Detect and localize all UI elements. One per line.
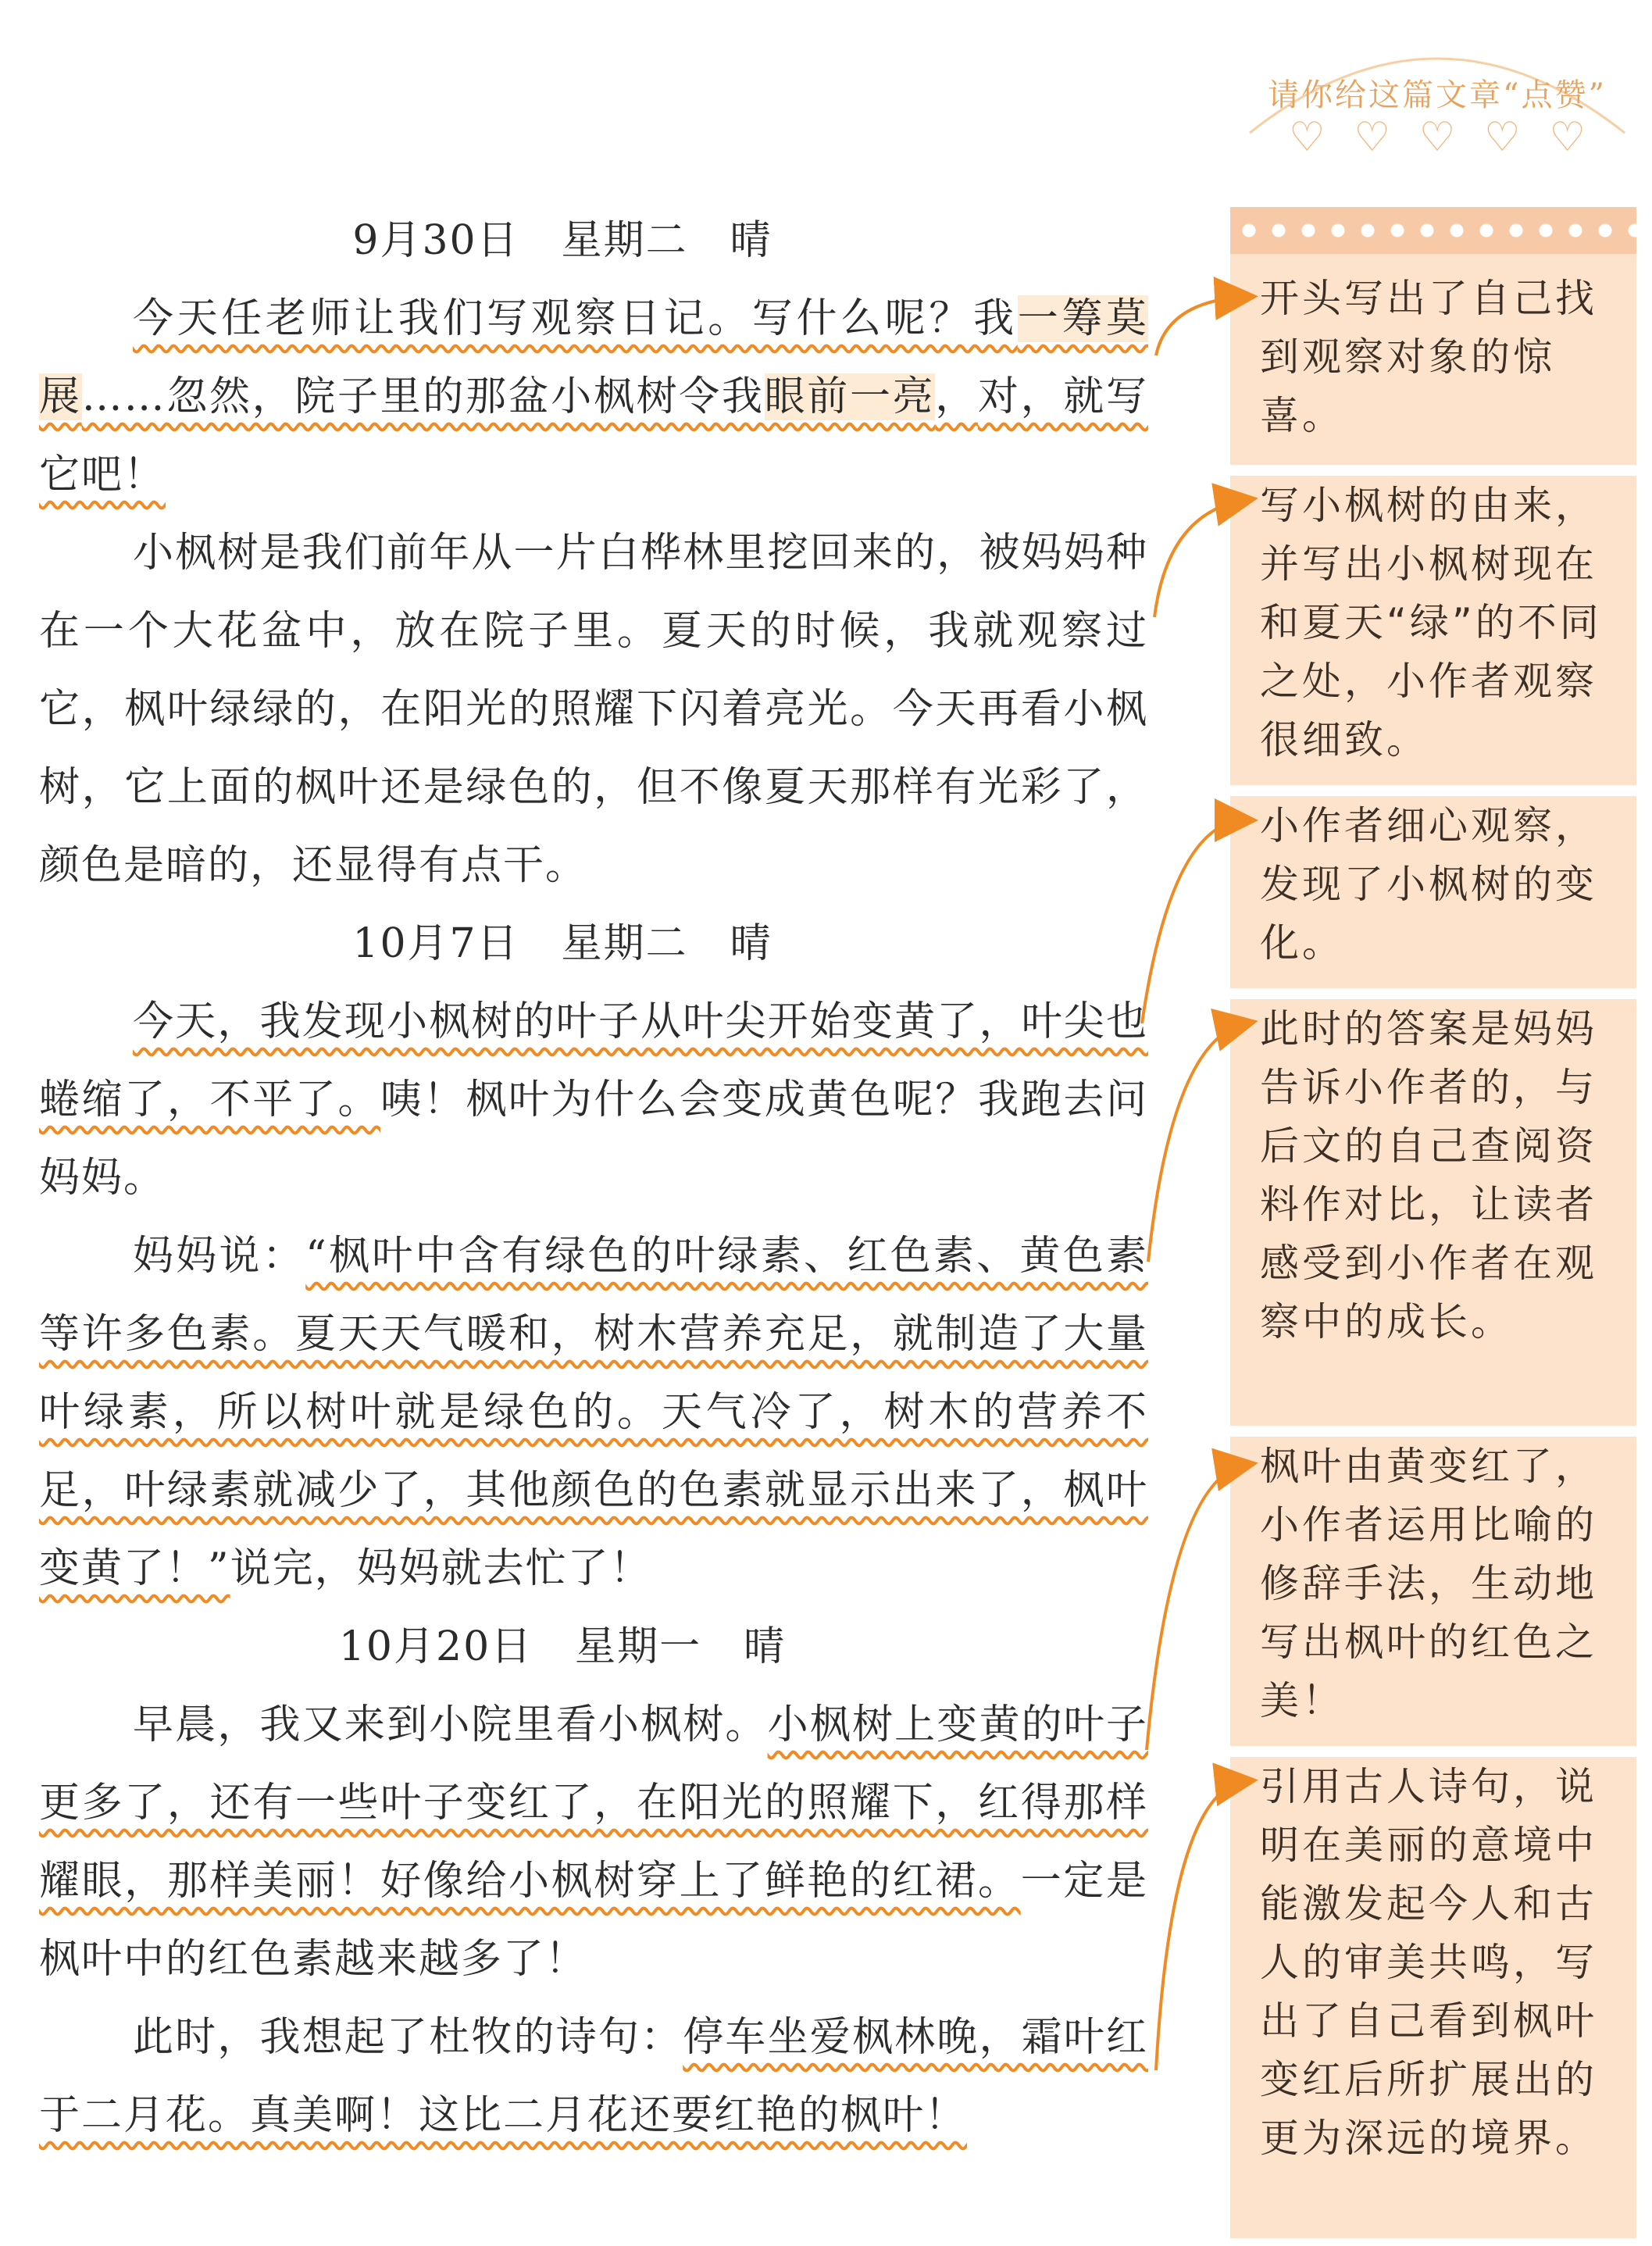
- plain-text: 咦！枫叶为什么会变成黄色呢？我跑去问妈妈。: [39, 1077, 1148, 1202]
- paragraph: [39, 1217, 1148, 1608]
- heart-icon[interactable]: ♡: [1549, 114, 1586, 161]
- entry-date: 10月20日 星期一 晴: [338, 1623, 787, 1670]
- entry-date: 10月7日 星期二 晴: [352, 920, 772, 967]
- highlighted-idiom: 眼前一亮: [764, 373, 936, 420]
- paragraph: [39, 280, 1148, 514]
- note-divider: [1230, 1426, 1636, 1437]
- annotation-column: [1230, 207, 1636, 2238]
- paragraph: [39, 1998, 1148, 2155]
- annotation-note: 开头写出了自己找到观察对象的惊喜。: [1260, 276, 1597, 438]
- like-badge: [1234, 16, 1640, 164]
- paragraph: [39, 983, 1148, 1217]
- annotation-note: 引用古人诗句，说明在美丽的意境中能激发起今人和古人的审美共鸣，写出了自己看到枫叶变红后所扩展出的更为深远的境界。: [1260, 1764, 1597, 2161]
- note-divider: [1230, 465, 1636, 476]
- underlined-text: “枫叶中含有绿色的叶绿素、红色素、黄色素等许多色素。夏天天气暖和，树木营养充足，就制造了大量叶绿素，所以树叶就是绿色的。天气冷了，树木的营养不足，叶绿素就减少了，其他颜色的色素就显示出来了，枫叶变黄了！”: [39, 1233, 1148, 1592]
- underlined-text: ……忽然，院子里的那盆小枫树令我: [81, 373, 765, 420]
- heart-icon[interactable]: ♡: [1354, 114, 1390, 161]
- note-divider: [1230, 1746, 1636, 1757]
- note-divider: [1230, 785, 1636, 796]
- underlined-text: 停车坐爱枫林晚，霜叶红于二月花。真美啊！这比二月花还要红艳的枫叶！: [39, 2014, 1148, 2139]
- underlined-text: ，: [935, 373, 978, 420]
- paragraph: [39, 1686, 1148, 1998]
- plain-text: 早晨，我又来到小院里看小枫树。: [133, 1701, 768, 1748]
- plain-text: 一定是枫叶中的红色素越来越多了！: [39, 1858, 1148, 1983]
- entry-date: 9月30日 星期二 晴: [352, 217, 772, 264]
- plain-text: 说完，妈妈就去忙了！: [230, 1545, 652, 1592]
- dotted-header-bar: [1230, 207, 1636, 254]
- paragraph: 小枫树是我们前年从一片白桦林里挖回来的，被妈妈种在一个大花盆中，放在院子里。夏天的时候，我就观察过它，枫叶绿绿的，在阳光的照耀下闪着亮光。今天再看小枫树，它上面的枫叶还是绿色的，但不像夏天那样有光彩了，颜色是暗的，还显得有点干。: [39, 530, 1148, 889]
- plain-text: 妈妈说：: [133, 1233, 306, 1280]
- underlined-text: 对，就写它吧！: [39, 373, 1148, 498]
- heart-icon[interactable]: ♡: [1418, 114, 1456, 161]
- annotation-note: 写小枫树的由来，并写出小枫树现在和夏天“绿”的不同之处，小作者观察很细致。: [1260, 483, 1602, 762]
- heart-rating[interactable]: [1289, 114, 1586, 161]
- underlined-text: 今天任老师让我们写观察日记。写什么呢？我: [133, 295, 1018, 342]
- annotation-note: 此时的答案是妈妈告诉小作者的，与后文的自己查阅资料作对比，让读者感受到小作者在观察中的成长。: [1260, 1006, 1597, 1344]
- underlined-text: 今天，我发现小枫树的叶子从叶尖开始变黄了，叶尖也蜷缩了，不平了。: [39, 998, 1148, 1123]
- heart-icon[interactable]: ♡: [1484, 114, 1521, 161]
- annotation-note: 小作者细心观察，发现了小枫树的变化。: [1260, 803, 1597, 966]
- highlighted-idiom: 一筹莫展: [39, 295, 1148, 420]
- underlined-text: 小枫树上变黄的叶子更多了，还有一些叶子变红了，在阳光的照耀下，红得那样耀眼，那样美丽！好像给小枫树穿上了鲜艳的红裙。: [39, 1701, 1148, 1905]
- annotation-note: 枫叶由黄变红了，小作者运用比喻的修辞手法，生动地写出枫叶的红色之美！: [1260, 1444, 1597, 1723]
- note-divider: [1230, 988, 1636, 999]
- diary-text: [39, 202, 1148, 2155]
- badge-label: 请你给这篇文章“点赞”: [1268, 77, 1607, 113]
- plain-text: 此时，我想起了杜牧的诗句：: [133, 2014, 683, 2061]
- heart-icon[interactable]: ♡: [1289, 114, 1326, 161]
